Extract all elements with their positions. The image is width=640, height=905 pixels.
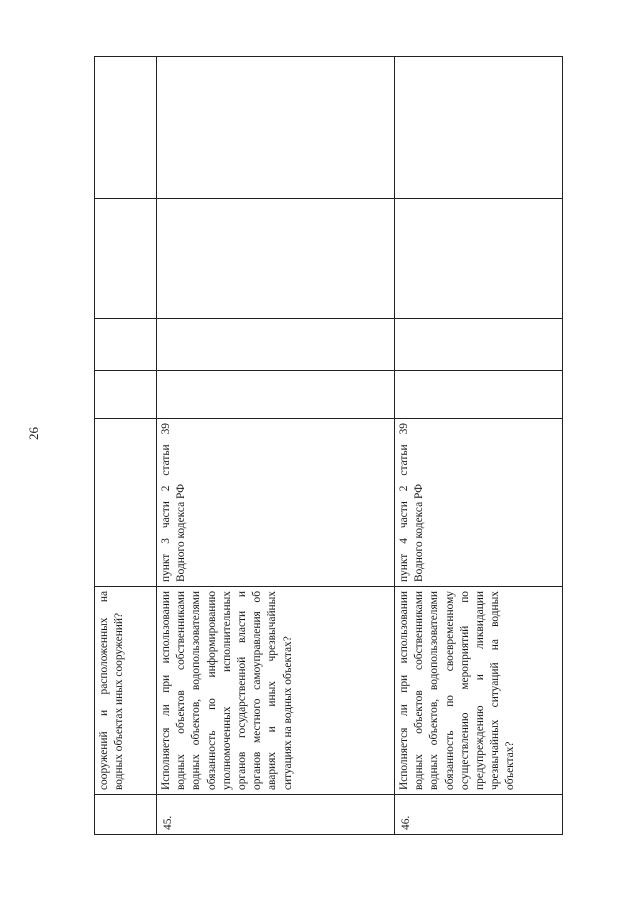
question-cell: Исполняется ли при использовании водных объектов собственниками водных объектов, водопользователями обязанность по информированию уполномоченных исполнительных органов государственной власти и органов местного самоуправления об авариях и иных чрезвычайных ситуациях на водных объектах? (157, 587, 395, 795)
answer-yes-cell (95, 371, 157, 419)
answer-no-cell (95, 319, 157, 371)
not-applicable-cell (95, 199, 157, 319)
reference-cell (95, 419, 157, 587)
row-number-cell (95, 795, 157, 835)
row-number-cell: 45. (157, 795, 395, 835)
table-row (95, 57, 157, 835)
question-cell: Исполняется ли при использовании водных объектов собственниками водных объектов, водопользователями обязанность по своевременному осуществлению мероприятий по предупреждению и ликвидации чрезвычайных ситуаций на водных объектах? (395, 587, 563, 795)
answer-yes-cell (395, 371, 563, 419)
row-number-cell: 46. (395, 795, 563, 835)
table-row (395, 57, 563, 835)
answer-no-cell (157, 319, 395, 371)
not-applicable-cell (395, 199, 563, 319)
rotated-table-container (94, 57, 562, 835)
note-cell (395, 57, 563, 199)
answer-yes-cell (157, 371, 395, 419)
note-cell (157, 57, 395, 199)
checklist-table (94, 56, 563, 835)
reference-cell: пункт 4 части 2 статьи 39 Водного кодекса РФ (395, 419, 563, 587)
note-cell (95, 57, 157, 199)
not-applicable-cell (157, 199, 395, 319)
table-row (157, 57, 395, 835)
page-number: 26 (26, 427, 41, 440)
reference-cell: пункт 3 части 2 статьи 39 Водного кодекса РФ (157, 419, 395, 587)
question-cell: сооружений и расположенных на водных объектах иных сооружений? (95, 587, 157, 795)
answer-no-cell (395, 319, 563, 371)
